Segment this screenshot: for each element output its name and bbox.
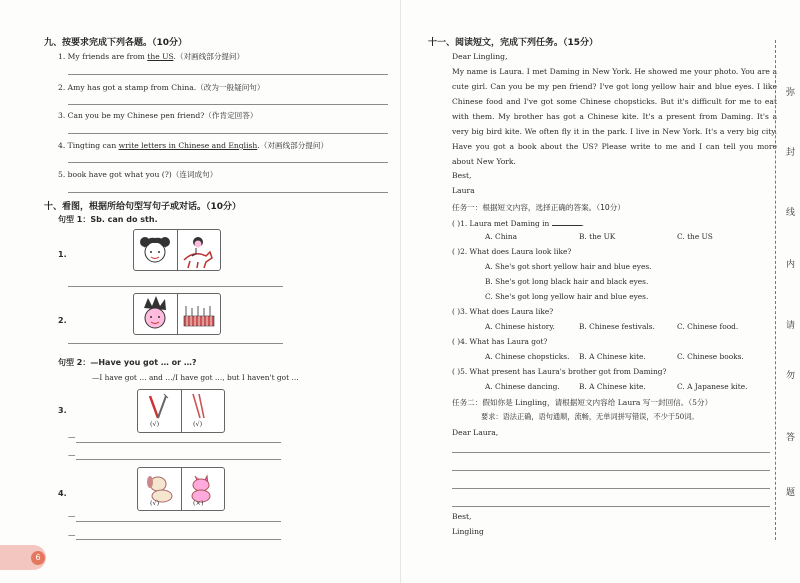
task-2-title: 任务二：假如你是 Lingling，请根据短文内容给 Laura 写一封回信。（5分） [452,398,713,407]
option-c[interactable]: C. She's got long yellow hair and blue eyes. [485,292,649,301]
binding-char: 题 [786,488,796,498]
q1-text: 1. My friends are from [58,52,148,61]
item-1-label: 1. [58,250,67,259]
question-9-5: 5. book have got what you (?)（连词成句） [58,170,218,179]
pattern-2: 句型 2：—Have you got … or …? [58,358,197,367]
check-mark: (√) [150,420,160,428]
task-1-title: 任务一：根据短文内容，选择正确的答案。（10分） [452,203,625,212]
page-number-tab [0,545,46,570]
reply-closing: Best, [452,512,472,521]
option-c[interactable]: C. Chinese books. [677,352,744,361]
option-c[interactable]: C. the US [677,232,713,241]
question-9-1 [58,51,244,62]
option-c[interactable]: C. Chinese food. [677,322,739,331]
letter-closing: Best, [452,171,472,180]
reading-passage: My name is Laura. I met Daming in New York. He showed me your photo. You are a cute girl. Can you be my pen friend? I've got long yellow hair and blue eyes. I like Chinese food and I've got some Chinese chopsticks. But it's difficult for me to eat with them. My brother has got a Chinese kite. It's a present from Daming. It's a very big bird kite. We often fly it in the park. I live in New York. It's a very big city. Have you got a book about the US? Please write to me and I can tell you more about New York. [452,67,777,166]
binding-char: 请 [786,321,796,331]
option-a[interactable]: A. China [485,232,517,241]
picture-girl-riding-horse [133,229,221,271]
q4-text: 4. Tingting can [58,141,119,150]
section10-title: 十、看图，根据所给句型写句子或对话。（10分） [44,202,242,212]
dash: — [68,511,76,520]
q1-underlined: the US [147,52,174,61]
item-3-label: 3. [58,406,67,415]
answer-line[interactable] [68,286,283,287]
option-b[interactable]: B. the UK [579,232,616,241]
picture-boy-piano [133,293,221,335]
answer-line[interactable] [68,343,283,344]
answer-line[interactable] [76,459,281,460]
answer-line[interactable] [76,442,281,443]
binding-char: 弥 [786,88,796,98]
task-2-requirements: 要求：语法正确，语句通顺，流畅，无单词拼写错误，不少于50词。 [481,412,699,421]
question-2: ( )2. What does Laura look like? [452,247,572,256]
dash: — [68,530,76,539]
binding-char: 线 [786,208,796,218]
dash: — [68,432,76,441]
letter-salutation: Dear Lingling, [452,52,508,61]
answer-blank[interactable] [552,217,582,226]
writing-line[interactable] [452,470,770,471]
binding-line [775,40,777,540]
reply-salutation: Dear Laura, [452,428,499,437]
question-9-2: 2. Amy has got a stamp from China.（改为一般疑问句） [58,83,265,92]
binding-char: 答 [786,433,796,443]
answer-line[interactable] [68,104,388,105]
answer-line[interactable] [68,133,388,134]
letter-signature: Laura [452,186,475,195]
option-b[interactable]: B. Chinese festivals. [579,322,655,331]
answer-line[interactable] [76,539,281,540]
item-4-label: 4. [58,489,67,498]
check-mark: (√) [150,499,160,507]
option-c[interactable]: C. A Japanese kite. [677,382,748,391]
binding-char: 内 [786,260,796,270]
option-a[interactable]: A. Chinese dancing. [485,382,560,391]
writing-line[interactable] [452,506,770,507]
writing-line[interactable] [452,488,770,489]
q4-instruction: .（对画线部分提问） [257,141,329,150]
reply-signature: Lingling [452,527,484,536]
q4-underlined: write letters in Chinese and English [118,141,258,150]
option-b[interactable]: B. A Chinese kite. [579,382,646,391]
question-9-4 [58,140,328,151]
section11-title: 十一、阅读短文，完成下列任务。（15分） [428,38,599,48]
right-page [400,0,800,583]
q1-instruction: .（对画线部分提问） [173,52,245,61]
question-1-end: . [581,219,584,228]
pattern-2-answer: —I have got … and …/I have got …, but I haven't got … [92,373,299,382]
option-a[interactable]: A. Chinese history. [485,322,555,331]
dash: — [68,450,76,459]
writing-line[interactable] [452,452,770,453]
question-3: ( )3. What does Laura like? [452,307,554,316]
section9-title: 九、按要求完成下列各题。（10分） [44,38,188,48]
answer-line[interactable] [76,521,281,522]
option-b[interactable]: B. She's got long black hair and black eyes. [485,277,649,286]
question-1-text: ( )1. Laura met Daming in [452,219,552,228]
question-1 [452,217,584,228]
binding-char: 勿 [786,371,796,381]
question-9-3: 3. Can you be my Chinese pen friend?（作肯定回答） [58,111,258,120]
option-a[interactable]: A. She's got short yellow hair and blue eyes. [485,262,652,271]
question-4: ( )4. What has Laura got? [452,337,548,346]
page-number: 6 [31,551,45,565]
question-5: ( )5. What present has Laura's brother got from Daming? [452,367,667,376]
answer-line[interactable] [68,162,388,163]
option-a[interactable]: A. Chinese chopsticks. [485,352,570,361]
binding-char: 封 [786,148,796,158]
answer-line[interactable] [68,192,388,193]
check-mark: (√) [193,420,203,428]
item-2-label: 2. [58,316,67,325]
option-b[interactable]: B. A Chinese kite. [579,352,646,361]
answer-line[interactable] [68,74,388,75]
cross-mark: (×) [193,499,204,507]
pattern-1: 句型 1：Sb. can do sth. [58,215,158,224]
